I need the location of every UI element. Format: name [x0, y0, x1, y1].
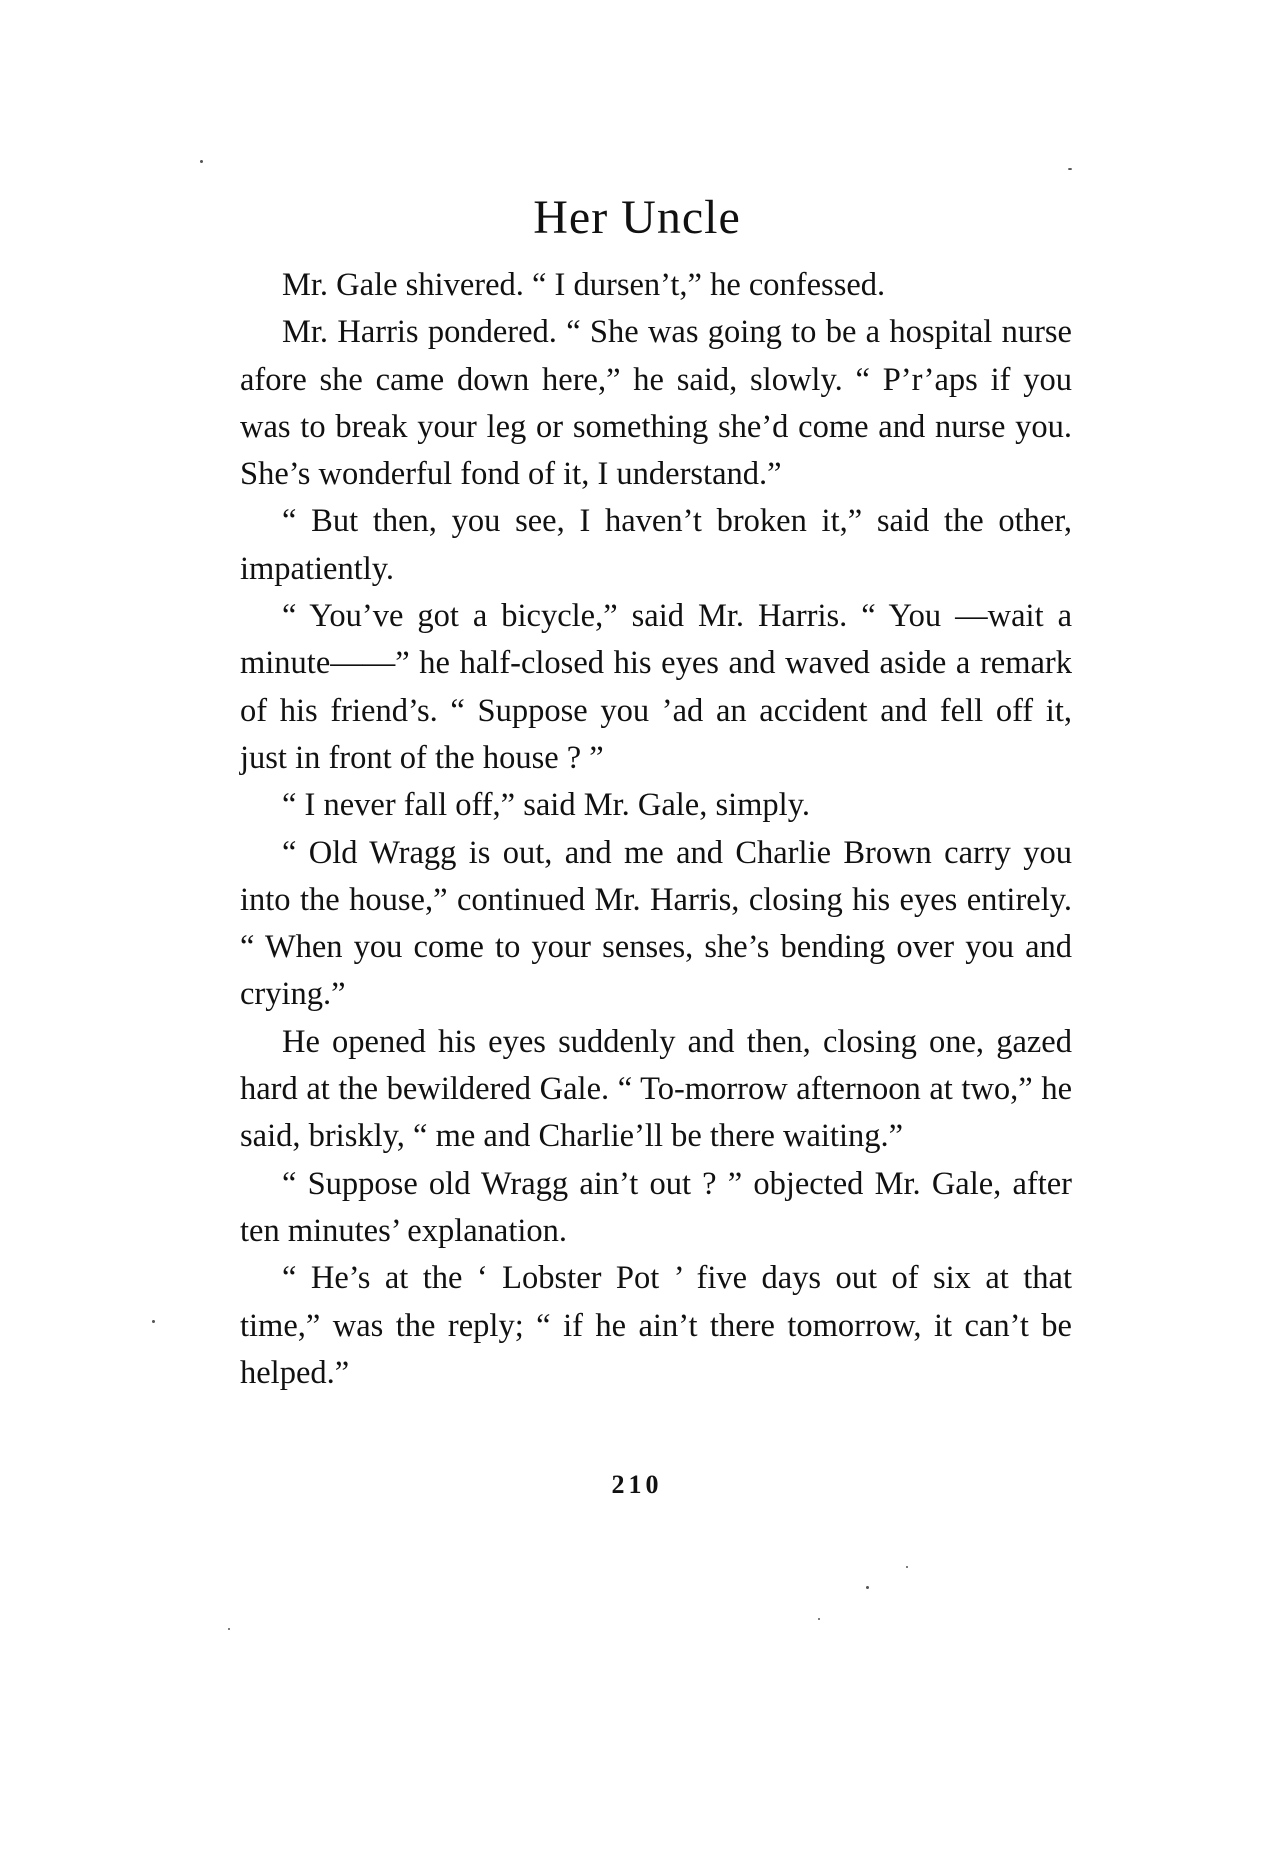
- paragraph: “ Suppose old Wragg ain’t out ? ” objected Mr. Gale, after ten minutes’ explanation.: [240, 1165, 1072, 1249]
- paragraph: Mr. Gale shivered. “ I dursen’t,” he confessed.: [282, 267, 886, 303]
- page-number: 210: [611, 1470, 663, 1499]
- scan-speck: [906, 1566, 908, 1568]
- scan-speck: [200, 160, 203, 163]
- paragraph: Mr. Harris pondered. “ She was going to be a hospital nurse afore she came down here,” he said, slowly. “ P’r’aps if you was to break your leg or something she’d come and nurse you. She’s wonderful fond of it, I understand.”: [240, 314, 1072, 493]
- body-text: [240, 262, 1072, 1397]
- scan-speck: [818, 1618, 820, 1620]
- running-head: Her Uncle: [533, 191, 741, 244]
- scan-speck: [1068, 168, 1072, 170]
- paragraph: “ But then, you see, I haven’t broken it,” said the other, impatiently.: [240, 503, 1072, 587]
- paragraph: “ He’s at the ‘ Lobster Pot ’ five days out of six at that time,” was the reply; “ if he ain’t there tomorrow, it can’t be helped.”: [240, 1260, 1072, 1391]
- scan-speck: [866, 1586, 869, 1589]
- paragraph: “ You’ve got a bicycle,” said Mr. Harris. “ You —wait a minute——” he half-closed his eyes and waved aside a remark of his friend’s. “ Suppose you ’ad an accident and fell off it, just in front of the house ? ”: [240, 598, 1072, 776]
- scan-speck: [228, 1628, 230, 1630]
- paragraph: “ Old Wragg is out, and me and Charlie Brown carry you into the house,” continued Mr. Harris, closing his eyes entirely. “ When you come to your senses, she’s bending over you and crying.”: [240, 834, 1072, 1013]
- scan-speck: [152, 1320, 155, 1323]
- paragraph: “ I never fall off,” said Mr. Gale, simply.: [282, 787, 810, 824]
- paragraph: He opened his eyes suddenly and then, closing one, gazed hard at the bewildered Gale. “ To-morrow afternoon at two,” he said, briskly, “ me and Charlie’ll be there waiting.”: [240, 1023, 1072, 1155]
